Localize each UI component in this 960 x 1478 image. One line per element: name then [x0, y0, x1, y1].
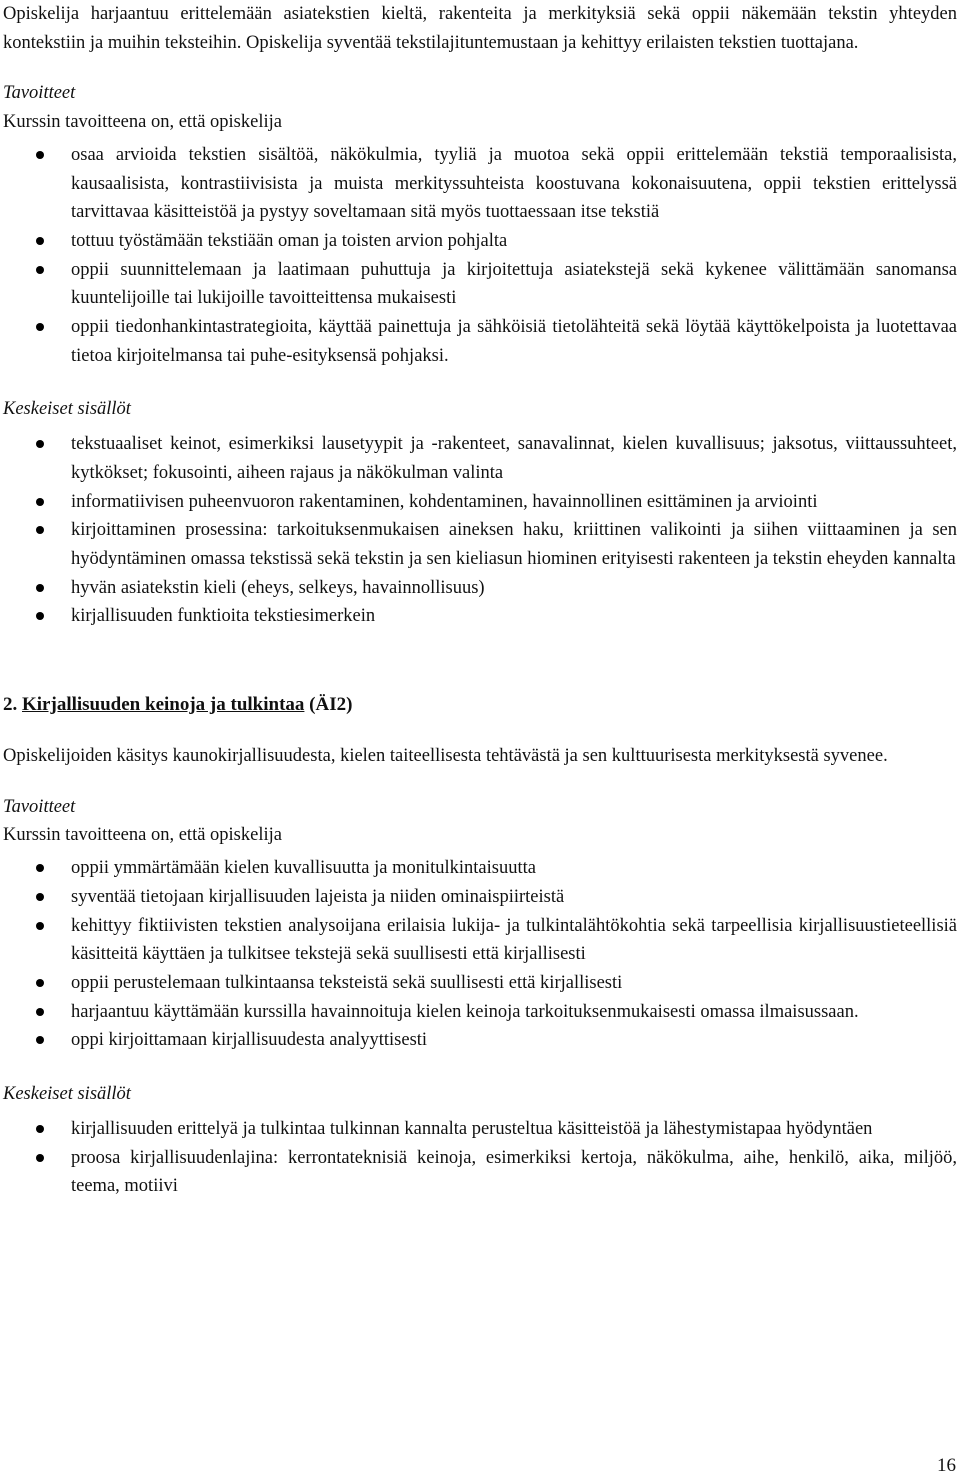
section2-goals-list — [3, 854, 957, 1055]
list-item: syventää tietojaan kirjallisuuden lajeista ja niiden ominaispiirteistä — [3, 883, 957, 912]
list-item: informatiivisen puheenvuoron rakentaminen, kohdentaminen, havainnollinen esittäminen ja arviointi — [3, 488, 957, 517]
section2-contents-list — [3, 1115, 957, 1201]
list-item: osaa arvioida tekstien sisältöä, näkökulmia, tyyliä ja muotoa sekä oppii erittelemään tekstiä temporaalisista, kausaalisista, kontrastiivisista ja muista merkityssuhteista koostuvana kokonaisuutena, oppii tekstien erittelyssä tarvittavaa käsitteistöä ja pystyy soveltamaan sitä myös tuottaessaan itse tekstiä — [3, 141, 957, 227]
list-item: oppii tiedonhankintastrategioita, käyttää painettuja ja sähköisiä tietolähteitä sekä löytää käyttökelpoista ja luotettavaa tietoa kirjoitelmansa tai puhe-esityksensä pohjaksi. — [3, 313, 957, 370]
section1-goals-lead: Kurssin tavoitteena on, että opiskelija — [3, 112, 282, 133]
list-item: kirjallisuuden funktioita tekstiesimerkein — [3, 602, 957, 631]
page-number: 16 — [937, 1455, 956, 1476]
list-item: proosa kirjallisuudenlajina: kerrontateknisiä keinoja, esimerkiksi kertoja, näkökulma, aihe, henkilö, aika, miljöö, teema, motiivi — [3, 1144, 957, 1201]
section1-goals-label: Tavoitteet — [3, 83, 76, 104]
section2-number: 2. — [3, 694, 18, 716]
list-item: harjaantuu käyttämään kurssilla havainnoituja kielen keinoja tarkoituksenmukaisesti omassa ilmaisussaan. — [3, 998, 957, 1027]
list-item: oppii suunnittelemaan ja laatimaan puhuttuja ja kirjoitettuja asiatekstejä sekä kykenee välittämään sanomansa kuuntelijoille tai lukijoille tavoitteittensa mukaisesti — [3, 256, 957, 313]
section2-title: Kirjallisuuden keinoja ja tulkintaa — [22, 694, 305, 716]
list-item: oppi kirjoittamaan kirjallisuudesta analyyttisesti — [3, 1026, 957, 1055]
section2-goals-label: Tavoitteet — [3, 796, 76, 817]
list-item: tekstuaaliset keinot, esimerkiksi lausetyypit ja -rakenteet, sanavalinnat, kielen kuvallisuus; jaksotus, viittaussuhteet, kytkökset; fokusointi, aiheen rajaus ja näkökulman valinta — [3, 430, 957, 487]
section1-intro: Opiskelija harjaantuu erittelemään asiatekstien kieltä, rakenteita ja merkityksiä sekä oppii näkemään tekstin yhteyden kontekstiin ja muihin teksteihin. Opiskelija syventää tekstilajituntemustaan ja kehittyy erilaisten tekstien tuottajana. — [3, 4, 957, 53]
section2-contents-label: Keskeiset sisällöt — [3, 1084, 131, 1105]
list-item: hyvän asiatekstin kieli (eheys, selkeys, havainnollisuus) — [3, 574, 957, 603]
section2-intro: Opiskelijoiden käsitys kaunokirjallisuudesta, kielen taiteellisesta tehtävästä ja sen kulttuurisesta merkityksestä syvenee. — [3, 746, 888, 767]
list-item: oppii ymmärtämään kielen kuvallisuutta ja monitulkintaisuutta — [3, 854, 957, 883]
section1-goals-list — [3, 141, 957, 371]
list-item: kirjoittaminen prosessina: tarkoituksenmukaisen aineksen haku, kriittinen valikointi ja siihen viittaaminen ja sen hyödyntäminen omassa tekstissä sekä tekstin ja sen kieliasun hiominen erityisesti rakenteen ja tekstin eheyden kannalta — [3, 516, 957, 573]
list-item: kehittyy fiktiivisten tekstien analysoijana erilaisia lukija- ja tulkintalähtökohtia sekä tarpeellisia kirjallisuustieteellisiä käsitteitä käyttäen ja tulkitsee tekstejä sekä suullisesti että kirjallisesti — [3, 912, 957, 969]
section1-contents-list — [3, 430, 957, 631]
section2-goals-lead: Kurssin tavoitteena on, että opiskelija — [3, 825, 282, 846]
section2-code: (ÄI2) — [309, 694, 353, 716]
list-item: kirjallisuuden erittelyä ja tulkintaa tulkinnan kannalta perusteltua käsitteistöä ja lähestymistapaa hyödyntäen — [3, 1115, 957, 1144]
section2-heading — [3, 691, 957, 719]
list-item: tottuu työstämään tekstiään oman ja toisten arvion pohjalta — [3, 227, 957, 256]
section1-contents-label: Keskeiset sisällöt — [3, 399, 131, 420]
document-page — [3, 0, 957, 1201]
list-item: oppii perustelemaan tulkintaansa teksteistä sekä suullisesti että kirjallisesti — [3, 969, 957, 998]
